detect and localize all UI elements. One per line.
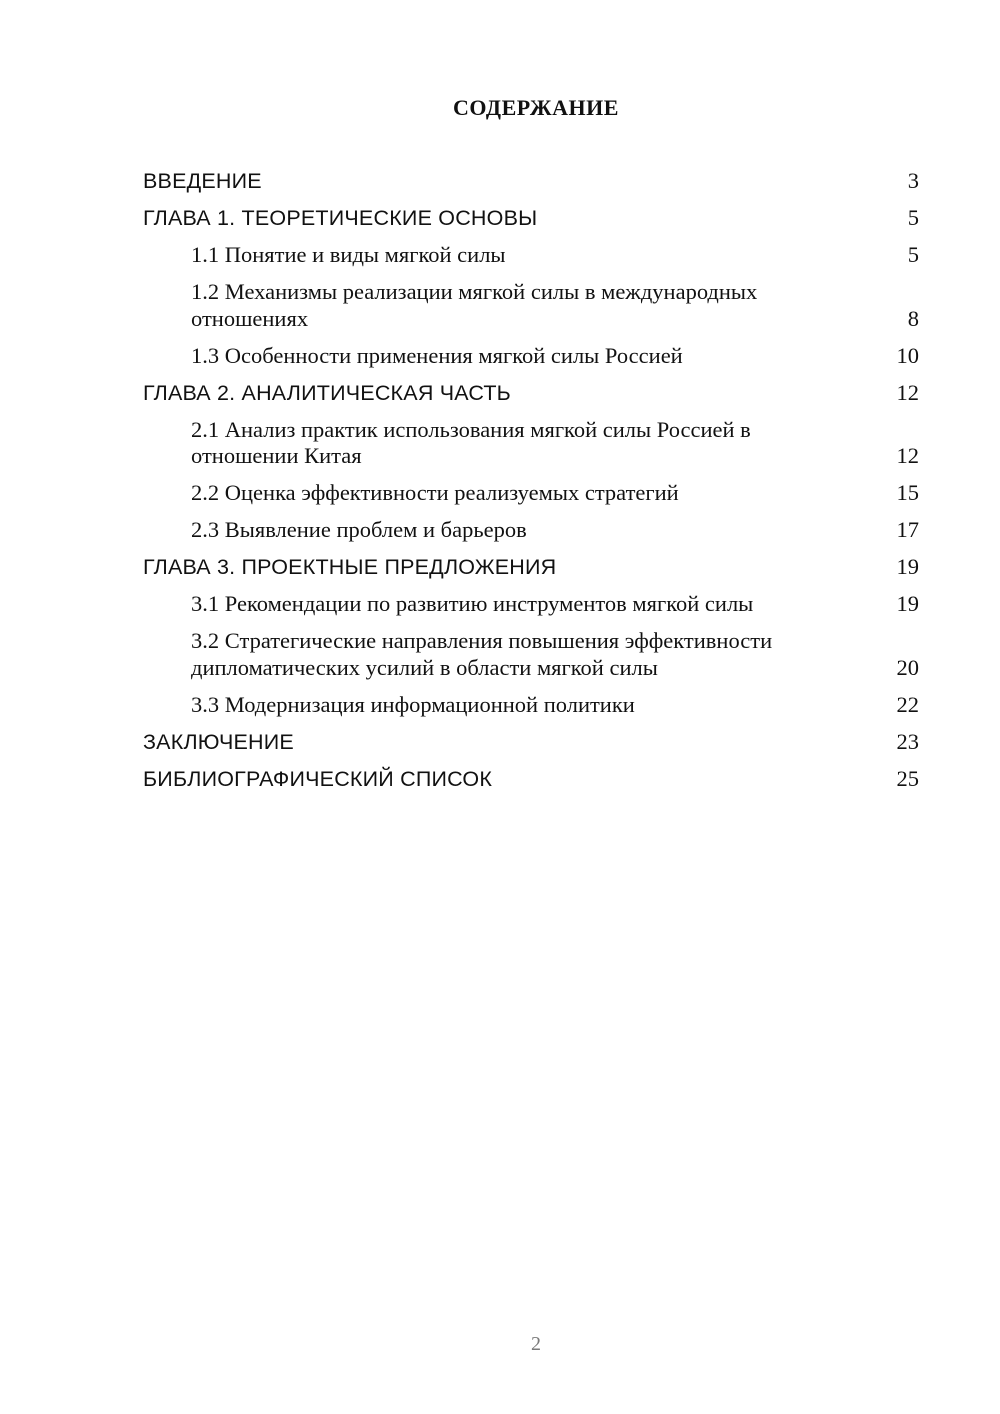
toc-entry-page: 25	[896, 765, 919, 791]
toc-entry-section-3-1[interactable]	[143, 591, 919, 618]
toc-entry-section-2-3[interactable]	[143, 517, 919, 544]
toc-entry-title: 1.2 Механизмы реализации мягкой силы в международных отношениях	[191, 279, 758, 331]
toc-entry-title: 3.2 Стратегические направления повышения эффективности дипломатических усилий в области мягкой силы	[191, 628, 773, 680]
toc-entry-page: 20	[896, 654, 919, 680]
toc-entry-page: 23	[896, 728, 919, 754]
toc-entry-page: 19	[896, 591, 919, 616]
toc-entry-page: 12	[896, 443, 919, 468]
toc-entry-title: ВВЕДЕНИЕ	[143, 169, 262, 193]
toc-entry-section-3-3[interactable]	[143, 692, 919, 719]
toc-entry-title: 2.3 Выявление проблем и барьеров	[191, 517, 527, 542]
toc-entry-page: 17	[896, 517, 919, 542]
toc-entry-section-3-2[interactable]	[143, 628, 919, 681]
toc-entry-chapter-3[interactable]	[143, 554, 919, 581]
toc-entry-page: 19	[896, 554, 919, 579]
toc-entry-page: 5	[907, 242, 919, 267]
toc-entry-chapter-1[interactable]	[143, 205, 919, 232]
toc-entry-page: 8	[907, 305, 919, 331]
toc-entry-section-2-2[interactable]	[143, 480, 919, 507]
toc-entry-introduction[interactable]	[143, 168, 919, 195]
toc-entry-chapter-2[interactable]	[143, 380, 919, 407]
toc-entry-section-2-1[interactable]	[143, 417, 919, 470]
toc-entry-title: 2.2 Оценка эффективности реализуемых стратегий	[191, 480, 679, 505]
toc-entry-title: БИБЛИОГРАФИЧЕСКИЙ СПИСОК	[143, 766, 493, 791]
page-number: 2	[531, 1333, 541, 1355]
toc-entry-page: 5	[907, 205, 919, 230]
toc-entry-title: ГЛАВА 3. ПРОЕКТНЫЕ ПРЕДЛОЖЕНИЯ	[143, 555, 557, 579]
toc-entry-section-1-3[interactable]	[143, 343, 919, 370]
table-of-contents	[143, 168, 919, 803]
toc-entry-page: 10	[896, 342, 919, 368]
toc-entry-conclusion[interactable]	[143, 729, 919, 756]
toc-entry-page: 12	[896, 379, 919, 405]
toc-entry-section-1-1[interactable]	[143, 242, 919, 269]
toc-entry-title: 3.3 Модернизация информационной политики	[191, 691, 635, 717]
toc-entry-title: ГЛАВА 1. ТЕОРЕТИЧЕСКИЕ ОСНОВЫ	[143, 206, 538, 230]
toc-entry-page: 3	[907, 168, 919, 193]
page-title: СОДЕРЖАНИЕ	[453, 95, 619, 120]
toc-entry-page: 15	[896, 480, 919, 505]
toc-entry-title: 2.1 Анализ практик использования мягкой силы Россией в отношении Китая	[191, 416, 751, 468]
toc-entry-title: 3.1 Рекомендации по развитию инструментов мягкой силы	[191, 591, 754, 616]
toc-entry-title: ГЛАВА 2. АНАЛИТИЧЕСКАЯ ЧАСТЬ	[143, 380, 511, 405]
toc-entry-page: 22	[896, 691, 919, 717]
toc-entry-bibliography[interactable]	[143, 766, 919, 793]
toc-entry-section-1-2[interactable]	[143, 279, 919, 332]
toc-entry-title: ЗАКЛЮЧЕНИЕ	[143, 729, 294, 754]
toc-entry-title: 1.3 Особенности применения мягкой силы Россией	[191, 342, 683, 368]
toc-entry-title: 1.1 Понятие и виды мягкой силы	[191, 242, 506, 267]
